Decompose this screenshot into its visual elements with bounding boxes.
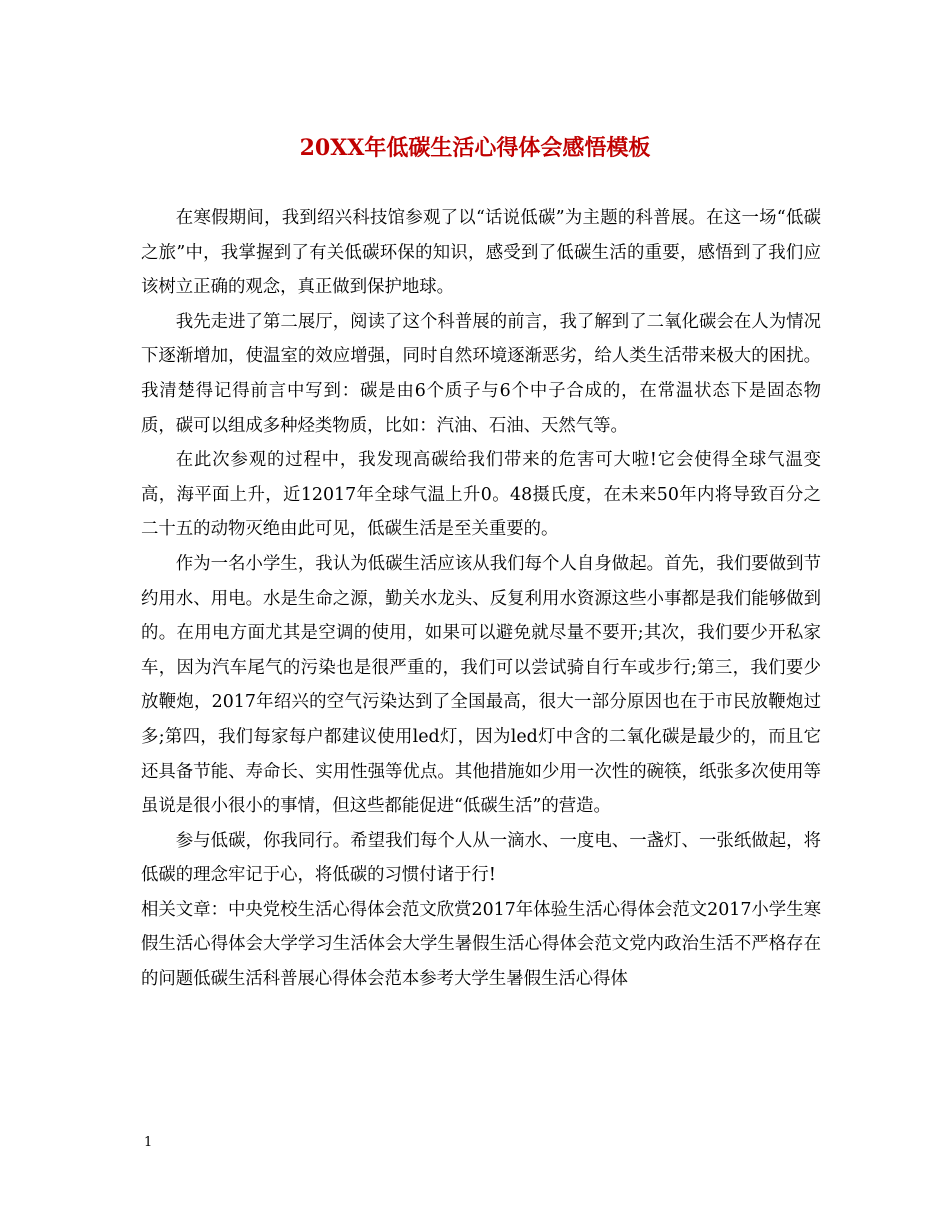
related-articles: 相关文章：中央党校生活心得体会范文欣赏2017年体验生活心得体会范文2017小学生寒假生活心得体会大学学习生活体会大学生暑假生活心得体会范文党内政治生活不严格存在的问题低碳生活科普展心得体会范本参考大学生暑假生活心得体 [141,899,821,990]
paragraph-4: 作为一名小学生，我认为低碳生活应该从我们每个人自身做起。首先，我们要做到节约用水、用电。水是生命之源，勤关水龙头、反复利用水资源这些小事都是我们能够做到的。在用电方面尤其是空调的使用，如果可以避免就尽量不要开;其次，我们要少开私家车，因为汽车尾气的污染也是很严重的，我们可以尝试骑自行车或步行;第三，我们要少放鞭炮，2017年绍兴的空气污染达到了全国最高，很大一部分原因也在于市民放鞭炮过多;第四，我们每家每户都建议使用led灯，因为led灯中含的二氧化碳是最少的，而且它还具备节能、寿命长、实用性强等优点。其他措施如少用一次性的碗筷，纸张多次使用等虽说是很小很小的事情，但这些都能促进“低碳生活”的营造。 [141,553,821,817]
paragraph-5: 参与低碳，你我同行。希望我们每个人从一滴水、一度电、一盏灯、一张纸做起，将低碳的理念牢记于心，将低碳的习惯付诸于行! [141,830,821,886]
document-body [141,201,821,997]
paragraph-1: 在寒假期间，我到绍兴科技馆参观了以“话说低碳”为主题的科普展。在这一场“低碳之旅”中，我掌握到了有关低碳环保的知识，感受到了低碳生活的重要，感悟到了我们应该树立正确的观念，真正做到保护地球。 [141,208,821,298]
document-title: 20XX年低碳生活心得体会感悟模板 [299,135,651,161]
paragraph-3: 在此次参观的过程中，我发现高碳给我们带来的危害可大啦!它会使得全球气温变高，海平面上升，近12017年全球气温上升0。48摄氏度，在未来50年内将导致百分之二十五的动物灭绝由此可见，低碳生活是至关重要的。 [141,450,821,540]
paragraph-2: 我先走进了第二展厅，阅读了这个科普展的前言，我了解到了二氧化碳会在人为情况下逐渐增加，使温室的效应增强，同时自然环境逐渐恶劣，给人类生活带来极大的困扰。我清楚得记得前言中写到：碳是由6个质子与6个中子合成的，在常温状态下是固态物质，碳可以组成多种烃类物质，比如：汽油、石油、天然气等。 [141,311,821,436]
page-number: 1 [144,1135,153,1150]
